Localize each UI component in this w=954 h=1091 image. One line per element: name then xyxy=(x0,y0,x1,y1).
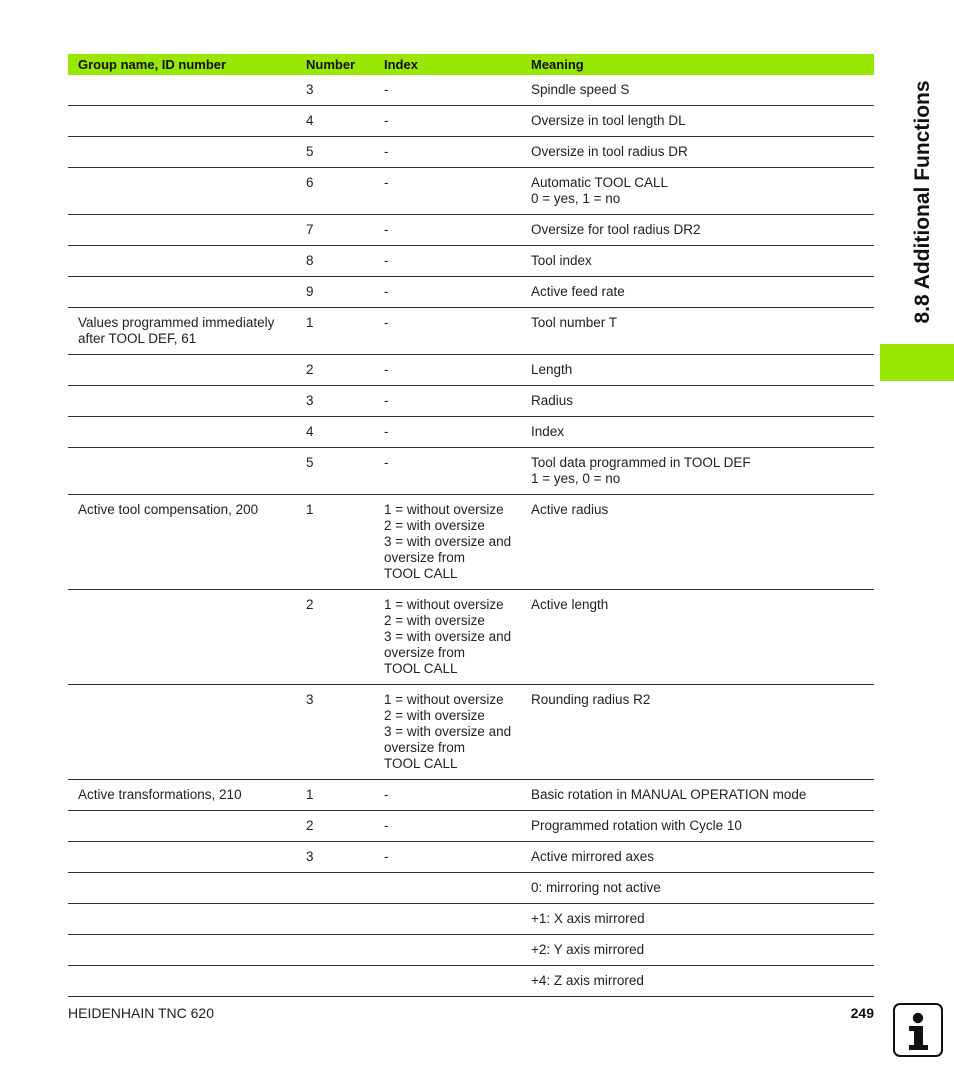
cell-index: - xyxy=(384,106,531,137)
cell-number: 4 xyxy=(306,106,384,137)
cell-meaning: Oversize in tool radius DR xyxy=(531,137,874,168)
cell-group xyxy=(68,386,306,417)
cell-number: 8 xyxy=(306,246,384,277)
cell-index: - xyxy=(384,308,531,355)
section-marker-bar xyxy=(880,344,954,381)
cell-group xyxy=(68,277,306,308)
table-row xyxy=(68,685,874,780)
cell-group xyxy=(68,685,306,780)
table-row xyxy=(68,495,874,590)
cell-meaning: Oversize in tool length DL xyxy=(531,106,874,137)
cell-number: 2 xyxy=(306,590,384,685)
table-row xyxy=(68,904,874,935)
cell-meaning: Active radius xyxy=(531,495,874,590)
header-index: Index xyxy=(384,54,531,75)
table-row xyxy=(68,417,874,448)
cell-meaning: Spindle speed S xyxy=(531,75,874,106)
table-row xyxy=(68,448,874,495)
cell-group xyxy=(68,811,306,842)
cell-meaning: Oversize for tool radius DR2 xyxy=(531,215,874,246)
cell-group xyxy=(68,873,306,904)
cell-number: 3 xyxy=(306,386,384,417)
cell-number: 3 xyxy=(306,842,384,873)
table-row xyxy=(68,75,874,106)
table-row xyxy=(68,277,874,308)
cell-meaning: Tool index xyxy=(531,246,874,277)
cell-index: - xyxy=(384,277,531,308)
cell-group xyxy=(68,935,306,966)
cell-number xyxy=(306,873,384,904)
page-number: 249 xyxy=(850,1005,874,1021)
cell-group xyxy=(68,246,306,277)
cell-group: Active tool compensation, 200 xyxy=(68,495,306,590)
cell-group: Values programmed immediately after TOOL DEF, 61 xyxy=(68,308,306,355)
cell-number: 2 xyxy=(306,811,384,842)
table-row xyxy=(68,106,874,137)
table-row xyxy=(68,811,874,842)
cell-meaning: Index xyxy=(531,417,874,448)
table-row xyxy=(68,935,874,966)
cell-group xyxy=(68,842,306,873)
cell-group xyxy=(68,904,306,935)
cell-meaning: Rounding radius R2 xyxy=(531,685,874,780)
cell-number: 1 xyxy=(306,308,384,355)
cell-meaning: Automatic TOOL CALL 0 = yes, 1 = no xyxy=(531,168,874,215)
cell-index: - xyxy=(384,355,531,386)
cell-group xyxy=(68,355,306,386)
cell-meaning: 0: mirroring not active xyxy=(531,873,874,904)
side-section-title xyxy=(893,52,953,352)
cell-index xyxy=(384,966,531,997)
parameter-table xyxy=(68,54,874,997)
cell-index xyxy=(384,935,531,966)
table-row xyxy=(68,873,874,904)
cell-meaning: Radius xyxy=(531,386,874,417)
cell-index xyxy=(384,873,531,904)
cell-number: 3 xyxy=(306,75,384,106)
table-row xyxy=(68,168,874,215)
cell-meaning: Active feed rate xyxy=(531,277,874,308)
cell-meaning: Programmed rotation with Cycle 10 xyxy=(531,811,874,842)
info-icon-glyph xyxy=(895,1005,941,1055)
cell-index: - xyxy=(384,780,531,811)
cell-number xyxy=(306,904,384,935)
cell-number: 7 xyxy=(306,215,384,246)
cell-index: 1 = without oversize 2 = with oversize 3 = with oversize and oversize from TOOL CALL xyxy=(384,590,531,685)
table-row xyxy=(68,246,874,277)
table-row xyxy=(68,590,874,685)
table-row xyxy=(68,780,874,811)
cell-group xyxy=(68,448,306,495)
cell-meaning: +2: Y axis mirrored xyxy=(531,935,874,966)
cell-index: - xyxy=(384,215,531,246)
cell-number xyxy=(306,966,384,997)
cell-index: - xyxy=(384,417,531,448)
footer-product: HEIDENHAIN TNC 620 xyxy=(68,1005,215,1021)
cell-number: 3 xyxy=(306,685,384,780)
cell-group xyxy=(68,215,306,246)
table-row xyxy=(68,355,874,386)
cell-number: 5 xyxy=(306,137,384,168)
cell-meaning: +4: Z axis mirrored xyxy=(531,966,874,997)
cell-number: 5 xyxy=(306,448,384,495)
cell-group xyxy=(68,168,306,215)
header-group: Group name, ID number xyxy=(68,54,306,75)
header-meaning: Meaning xyxy=(531,54,874,75)
table-row xyxy=(68,137,874,168)
section-title-text: 8.8 Additional Functions xyxy=(911,80,934,324)
cell-meaning: +1: X axis mirrored xyxy=(531,904,874,935)
cell-group xyxy=(68,137,306,168)
cell-index: - xyxy=(384,811,531,842)
cell-group xyxy=(68,417,306,448)
cell-meaning: Active mirrored axes xyxy=(531,842,874,873)
cell-index: - xyxy=(384,448,531,495)
cell-meaning: Active length xyxy=(531,590,874,685)
table-row xyxy=(68,842,874,873)
cell-meaning: Basic rotation in MANUAL OPERATION mode xyxy=(531,780,874,811)
cell-group xyxy=(68,590,306,685)
cell-group: Active transformations, 210 xyxy=(68,780,306,811)
cell-index: - xyxy=(384,386,531,417)
cell-meaning: Tool number T xyxy=(531,308,874,355)
cell-number: 1 xyxy=(306,780,384,811)
table-row xyxy=(68,386,874,417)
table-row xyxy=(68,966,874,997)
cell-meaning: Length xyxy=(531,355,874,386)
cell-group xyxy=(68,75,306,106)
cell-number: 4 xyxy=(306,417,384,448)
cell-index: - xyxy=(384,75,531,106)
cell-meaning: Tool data programmed in TOOL DEF 1 = yes, 0 = no xyxy=(531,448,874,495)
cell-index: 1 = without oversize 2 = with oversize 3 = with oversize and oversize from TOOL CALL xyxy=(384,495,531,590)
cell-index: 1 = without oversize 2 = with oversize 3 = with oversize and oversize from TOOL CALL xyxy=(384,685,531,780)
cell-index: - xyxy=(384,137,531,168)
cell-number xyxy=(306,935,384,966)
cell-index xyxy=(384,904,531,935)
table-header-row xyxy=(68,54,874,75)
info-icon xyxy=(893,1003,943,1057)
table-body xyxy=(68,75,874,997)
cell-group xyxy=(68,966,306,997)
table-row xyxy=(68,215,874,246)
cell-index: - xyxy=(384,246,531,277)
cell-group xyxy=(68,106,306,137)
cell-index: - xyxy=(384,842,531,873)
cell-number: 9 xyxy=(306,277,384,308)
table-row xyxy=(68,308,874,355)
cell-number: 1 xyxy=(306,495,384,590)
header-number: Number xyxy=(306,54,384,75)
cell-number: 6 xyxy=(306,168,384,215)
cell-number: 2 xyxy=(306,355,384,386)
cell-index: - xyxy=(384,168,531,215)
